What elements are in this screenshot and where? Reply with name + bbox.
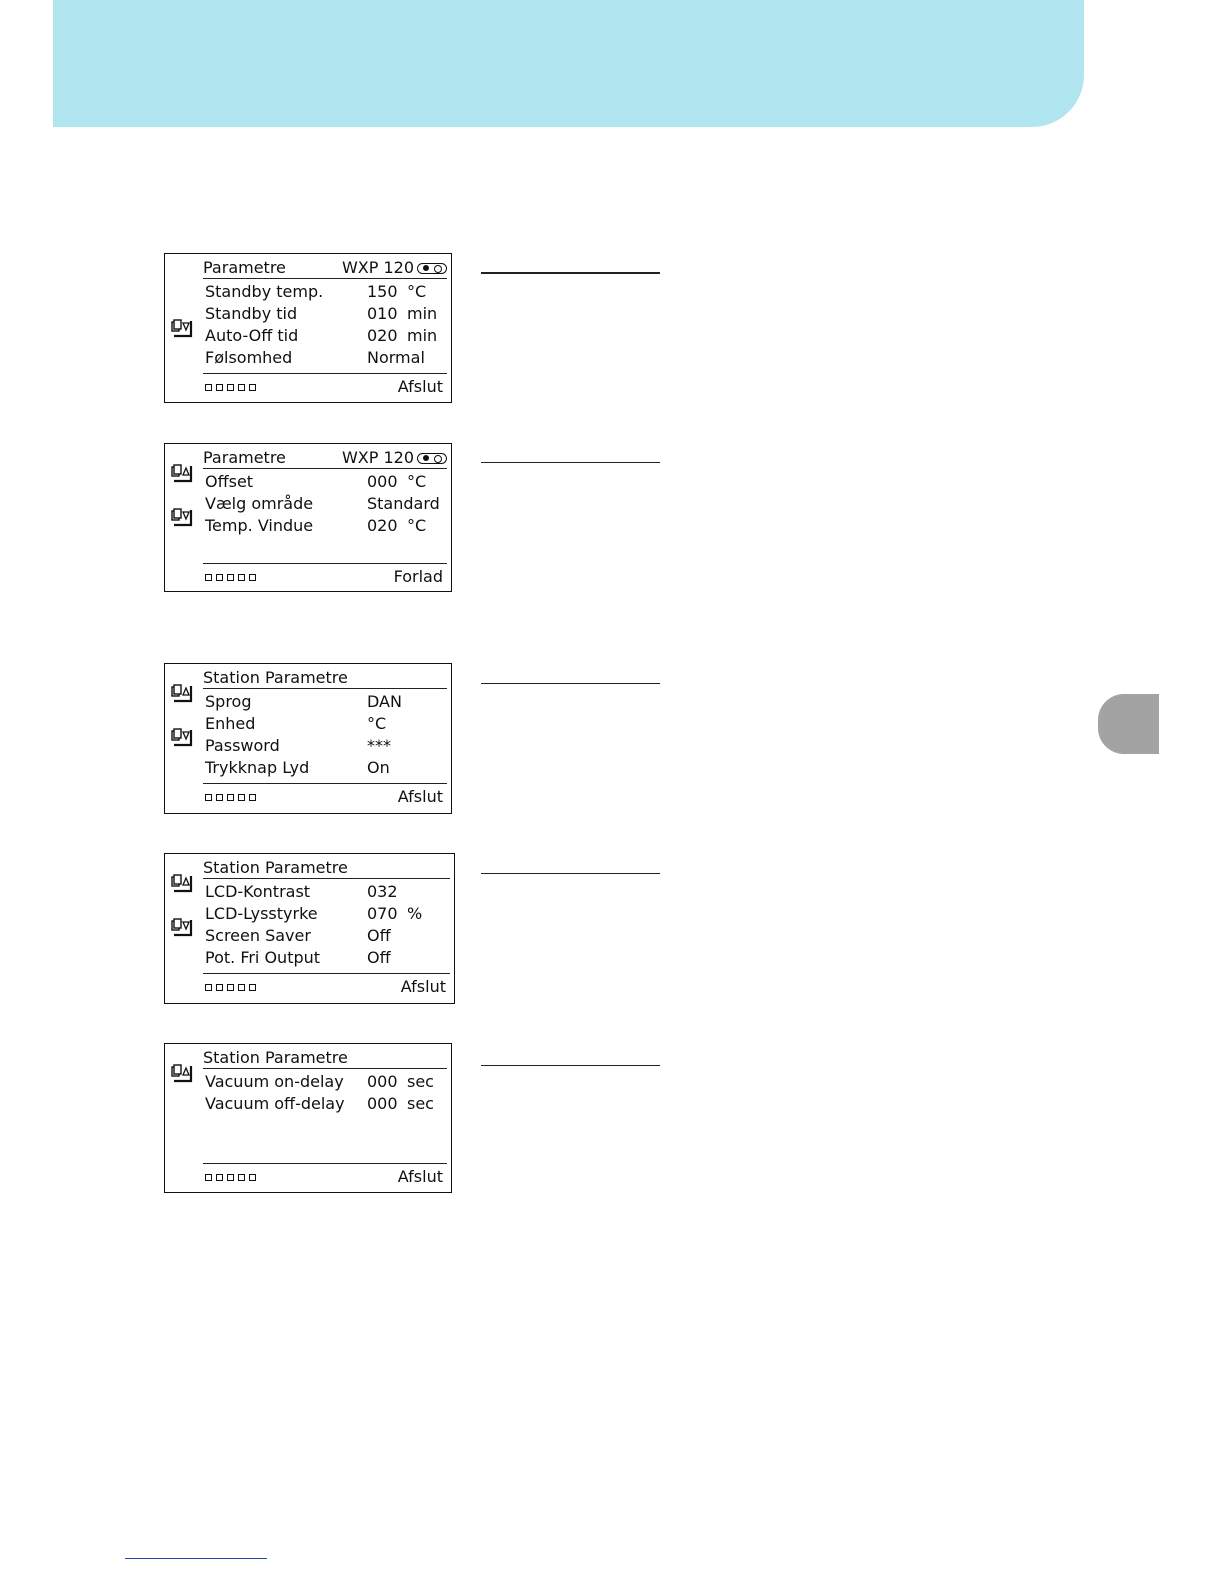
param-label: LCD-Lysstyrke <box>205 904 318 923</box>
param-value: 000 <box>367 1094 398 1113</box>
list-item[interactable] <box>205 515 447 537</box>
param-label: Pot. Fri Output <box>205 948 321 967</box>
param-label: Offset <box>205 472 254 491</box>
divider <box>203 783 447 784</box>
annotation-line-4 <box>481 873 660 874</box>
param-label: Standby temp. <box>205 282 324 301</box>
lcd-screen-parametre-1 <box>164 253 452 403</box>
parameter-list <box>205 471 447 537</box>
param-value: 020 <box>367 516 398 535</box>
page-up-icon[interactable] <box>170 873 194 897</box>
param-value: Off <box>367 926 391 945</box>
param-label: Vacuum on-delay <box>205 1072 344 1091</box>
list-item[interactable] <box>205 471 447 493</box>
param-unit: sec <box>407 1072 434 1091</box>
divider <box>203 1163 447 1164</box>
param-value: Off <box>367 948 391 967</box>
list-item[interactable] <box>205 325 447 347</box>
param-unit: °C <box>407 282 427 301</box>
param-value: 032 <box>367 882 398 901</box>
toggle-icon <box>417 453 447 464</box>
lcd-screen-station-1 <box>164 663 452 814</box>
list-item[interactable] <box>205 303 447 325</box>
page-down-icon[interactable] <box>170 727 194 751</box>
exit-button[interactable]: Afslut <box>397 377 443 396</box>
leave-button[interactable]: Forlad <box>393 567 443 586</box>
list-item[interactable] <box>205 713 447 735</box>
page-up-icon[interactable] <box>170 683 194 707</box>
annotation-line-3 <box>481 683 660 684</box>
exit-button[interactable]: Afslut <box>397 1167 443 1186</box>
screen-header <box>203 1048 447 1069</box>
page-down-icon[interactable] <box>170 507 194 531</box>
list-item[interactable] <box>205 1093 447 1115</box>
param-label: Temp. Vindue <box>205 516 314 535</box>
annotation-line-2 <box>481 462 660 463</box>
param-label: LCD-Kontrast <box>205 882 311 901</box>
page-indicator <box>205 384 256 391</box>
param-value: 150 <box>367 282 398 301</box>
screen-title: Parametre <box>203 258 286 277</box>
list-item[interactable] <box>205 1071 447 1093</box>
list-item[interactable] <box>205 903 450 925</box>
parameter-list <box>205 691 447 779</box>
param-unit: °C <box>407 472 427 491</box>
parameter-list <box>205 281 447 369</box>
list-item[interactable] <box>205 757 447 779</box>
param-value: Normal <box>367 348 425 367</box>
page-indicator <box>205 794 256 801</box>
exit-button[interactable]: Afslut <box>397 787 443 806</box>
parameter-list <box>205 1071 447 1115</box>
param-label: Trykknap Lyd <box>205 758 310 777</box>
model-indicator <box>342 258 447 278</box>
param-label: Følsomhed <box>205 348 293 367</box>
header-band <box>53 0 1084 127</box>
parameter-list <box>205 881 450 969</box>
param-value: 070 <box>367 904 398 923</box>
screen-title: Station Parametre <box>203 1048 348 1067</box>
list-item[interactable] <box>205 947 450 969</box>
page-down-icon[interactable] <box>170 318 194 342</box>
param-unit: min <box>407 326 438 345</box>
page-up-icon[interactable] <box>170 1063 194 1087</box>
list-item[interactable] <box>205 281 447 303</box>
annotation-line-5 <box>481 1065 660 1066</box>
list-item[interactable] <box>205 881 450 903</box>
param-unit: sec <box>407 1094 434 1113</box>
screen-title: Station Parametre <box>203 668 348 687</box>
param-unit: % <box>407 904 423 923</box>
list-item[interactable] <box>205 735 447 757</box>
list-item[interactable] <box>205 925 450 947</box>
screen-title: Station Parametre <box>203 858 348 877</box>
page-indicator <box>205 1174 256 1181</box>
list-item[interactable] <box>205 691 447 713</box>
annotation-line-1 <box>481 272 660 274</box>
param-value: 000 <box>367 472 398 491</box>
param-label: Screen Saver <box>205 926 311 945</box>
model-name: WXP 120 <box>341 448 414 467</box>
screen-title: Parametre <box>203 448 286 467</box>
page-up-icon[interactable] <box>170 463 194 487</box>
param-value: 020 <box>367 326 398 345</box>
toggle-icon <box>417 263 447 274</box>
param-value: On <box>367 758 390 777</box>
screen-header <box>203 258 447 279</box>
param-value: DAN <box>367 692 402 711</box>
page-indicator <box>205 574 256 581</box>
lcd-screen-parametre-2 <box>164 443 452 592</box>
screen-header <box>203 668 447 689</box>
param-unit: °C <box>407 516 427 535</box>
param-label: Sprog <box>205 692 252 711</box>
page-indicator <box>205 984 256 991</box>
param-label: Vælg område <box>205 494 314 513</box>
model-indicator <box>342 448 447 468</box>
screen-header <box>203 858 450 879</box>
param-label: Password <box>205 736 280 755</box>
param-label: Enhed <box>205 714 256 733</box>
screen-header <box>203 448 447 469</box>
param-label: Vacuum off-delay <box>205 1094 345 1113</box>
divider <box>203 973 450 974</box>
model-name: WXP 120 <box>341 258 414 277</box>
page-down-icon[interactable] <box>170 917 194 941</box>
param-value: 000 <box>367 1072 398 1091</box>
param-value: °C <box>367 714 387 733</box>
param-value: 010 <box>367 304 398 323</box>
param-label: Auto-Off tid <box>205 326 299 345</box>
list-item[interactable] <box>205 347 447 369</box>
param-label: Standby tid <box>205 304 298 323</box>
divider <box>203 373 447 374</box>
param-value: Standard <box>367 494 440 513</box>
list-item[interactable] <box>205 493 447 515</box>
lcd-screen-station-2 <box>164 853 455 1004</box>
chapter-tab <box>1098 694 1159 754</box>
footer-rule <box>125 1558 267 1559</box>
exit-button[interactable]: Afslut <box>400 977 446 996</box>
param-unit: min <box>407 304 438 323</box>
divider <box>203 563 447 564</box>
lcd-screen-station-3 <box>164 1043 452 1193</box>
param-value: *** <box>367 736 391 755</box>
